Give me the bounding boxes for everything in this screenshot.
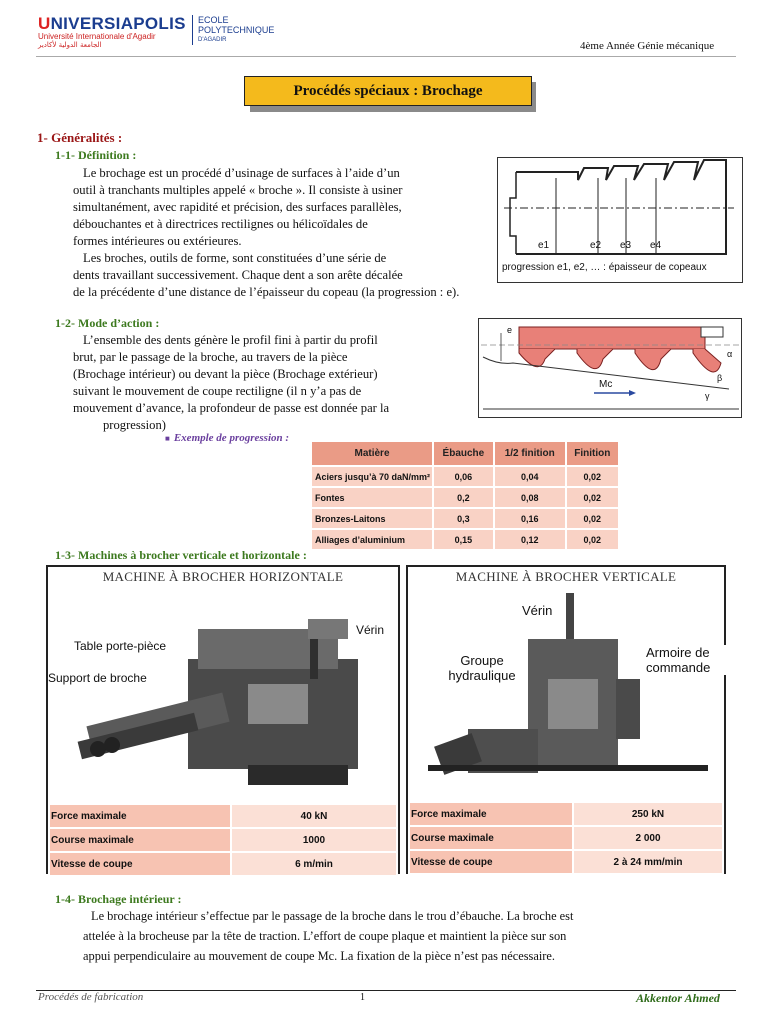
label-verin-horizontal: Vérin [356,623,385,637]
vertical-machine-illustration [408,589,724,799]
table-row: Vitesse de coupe 2 à 24 mm/min [409,850,723,874]
definition-paragraph: Le brochage est un procédé d’usinage de surfaces à l’aide d’un outil à tranchants multiples appelé « broche ». Il consiste à usiner simultanément, avec rapidité et précision, des surfaces parallèles, débouchantes et à directrices rectilignes ou hélicoïdales de formes intérieures ou extérieures. Les broches, outils de forme, sont constituées d’une série de dents travaillant successivement. Chaque dent a son arête décalée de la précédente d’une distance de l’épaisseur du copeau (la progression : e). [73,166,460,299]
table-row: Vitesse de coupe 6 m/min [49,852,397,876]
table-row: Course maximale 2 000 [409,826,723,850]
school-logo: ECOLE POLYTECHNIQUE D'AGADIR [192,15,274,45]
label-groupe-hydraulique: Groupe hydraulique [442,653,522,683]
label-e2: e2 [590,240,602,251]
vertical-machine-panel [406,565,726,874]
footer-author: Akkentor Ahmed [636,991,720,1005]
horizontal-machine-illustration [48,589,398,799]
table-row: Aciers jusqu’à 70 daN/mm² 0,06 0,04 0,02 [311,466,619,487]
horizontal-machine-title: MACHINE À BROCHER HORIZONTALE [102,569,344,584]
label-e4: e4 [650,240,662,251]
broach-cutting-diagram [479,319,741,417]
table-row: Bronzes-Laitons 0,3 0,16 0,02 [311,508,619,529]
column-header: Ébauche [433,441,494,466]
column-header: Matière [311,441,433,466]
label-armoire-commande: Armoire de commande [646,645,726,675]
subsection-heading-mode-action: 1-2- Mode d’action : [55,316,160,330]
label-e1: e1 [538,240,550,251]
subsection-heading-machines: 1-3- Machines à brocher verticale et horizontale : [55,548,307,562]
column-header: Finition [566,441,619,466]
table-header-row [311,441,619,466]
course-level: 4ème Année Génie mécanique [580,40,715,52]
progression-caption: progression e1, e2, … : épaisseur de copeaux [502,262,707,273]
label-table-porte-piece: Table porte-pièce [74,639,167,653]
square-bullet-icon: ■ [165,434,170,443]
mode-action-paragraph: L’ensemble des dents génère le profil fini à partir du profil brut, par le passage de la broche, au travers de la pièce (Brochage intérieur) ou devant la pièce (Brochage extérieur) suivant le mouvement de coupe rectiligne (il n y’a pas de mouvement d’avance, la profondeur de passe est donnée par la progression) [73,333,390,432]
gamma-label: γ [705,391,710,401]
vertical-machine-specs [408,801,724,875]
page-title: Procédés spéciaux : Brochage [244,76,532,106]
horizontal-machine-panel [46,565,400,874]
subsection-heading-brochage-interieur: 1-4- Brochage intérieur : [55,892,182,906]
cutting-action-figure [478,318,742,418]
table-row: Fontes 0,2 0,08 0,02 [311,487,619,508]
university-logo: UNIVERSIAPOLIS [38,14,186,33]
header-divider [36,56,736,57]
example-progression-label: ■ Exemple de progression : [165,432,290,444]
vertical-machine-title: MACHINE À BROCHER VERTICALE [455,569,677,584]
university-subtitle: Université Internationale d'Agadir [38,32,156,41]
label-verin-vertical: Vérin [522,603,553,618]
section-heading-generalites: 1- Généralités : [37,130,123,145]
e-label: e [507,325,513,335]
table-row: Course maximale 1000 [49,828,397,852]
footer-course-name: Procédés de fabrication [38,991,144,1003]
beta-label: β [717,373,723,383]
broach-progression-figure [497,157,743,283]
table-row: Force maximale 40 kN [49,804,397,828]
alpha-label: α [727,349,733,359]
page-number: 1 [360,992,365,1003]
table-row: Alliages d’aluminium 0,15 0,12 0,02 [311,529,619,550]
column-header: 1/2 finition [494,441,566,466]
university-arabic-name: الجامعة الدولية لأكادير [38,41,102,49]
brochage-interieur-paragraph: Le brochage intérieur s’effectue par le passage de la broche dans le trou d’ébauche. La broche est attelée à la brocheuse par la tête de traction. L’effort de coupe plaque et maintient la pièce sur son appui perpendiculaire au mouvement de coupe Mc. La fixation de la pièce n’est pas nécessaire. [83,909,574,963]
horizontal-machine-specs [48,803,398,877]
subsection-heading-definition: 1-1- Définition : [55,148,137,162]
progression-table [310,440,620,551]
table-row: Force maximale 250 kN [409,802,723,826]
mc-label: Mc [599,379,613,390]
label-e3: e3 [620,240,632,251]
label-support-broche: Support de broche [48,671,147,685]
